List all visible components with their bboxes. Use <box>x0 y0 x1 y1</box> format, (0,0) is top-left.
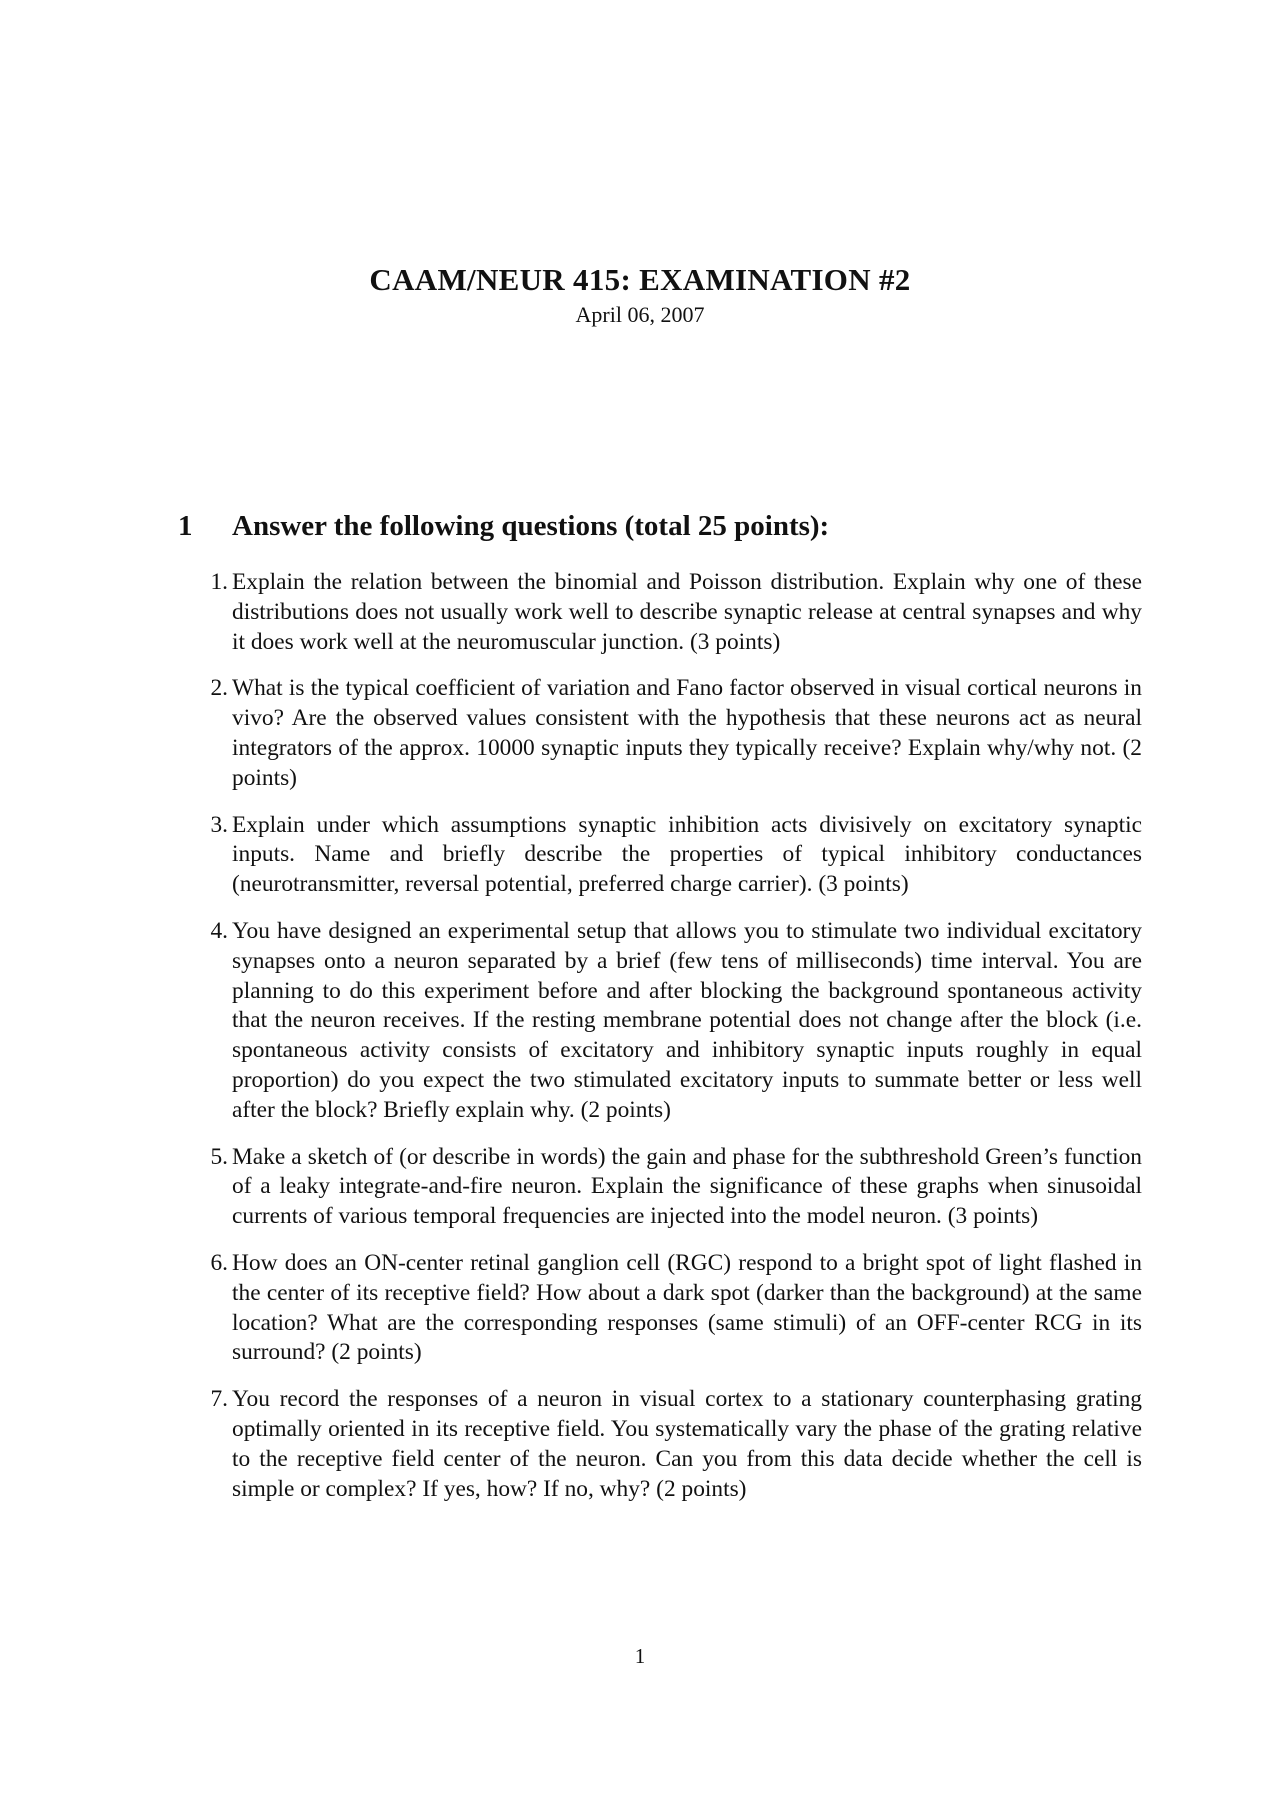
page-number: 1 <box>634 1644 646 1668</box>
question-item <box>210 674 1142 793</box>
question-text: Make a sketch of (or describe in words) the gain and phase for the subthreshold Green’s function of a leaky integrate-and-fire neuron. Explain the significance of these graphs when sinusoidal currents of various temporal frequencies are injected into the model neuron. (3 points) <box>232 1143 1142 1230</box>
question-item <box>210 1385 1142 1504</box>
question-item <box>210 1143 1142 1232</box>
question-number: 5. <box>210 1143 228 1170</box>
question-text: You record the responses of a neuron in visual cortex to a stationary counterphasing grating optimally oriented in its receptive field. You systematically vary the phase of the grating relative to the receptive field center of the neuron. Can you from this data decide whether the cell is simple or complex? If yes, how? If no, why? (2 points) <box>232 1386 1142 1502</box>
question-number: 3. <box>210 811 228 838</box>
question-text: Explain under which assumptions synaptic inhibition acts divisively on excitatory synaptic inputs. Name and briefly describe the properties of typical inhibitory conductances (neurotransmitter, reversal potential, preferred charge carrier). (3 points) <box>232 811 1142 898</box>
question-item <box>210 568 1142 657</box>
question-number: 7. <box>210 1386 228 1413</box>
section-heading-text: Answer the following questions (total 25 points): <box>232 510 830 542</box>
question-number: 2. <box>210 675 228 702</box>
question-text: Explain the relation between the binomial and Poisson distribution. Explain why one of these distributions does not usually work well to describe synaptic release at central synapses and why it does work well at the neuromuscular junction. (3 points) <box>232 569 1142 655</box>
question-text: You have designed an experimental setup that allows you to stimulate two individual excitatory synapses onto a neuron separated by a brief (few tens of milliseconds) time interval. You are planning to do this experiment before and after blocking the background spontaneous activity that the neuron receives. If the resting membrane potential does not change after the block (i.e. spontaneous activity consists of excitatory and inhibitory synaptic inputs roughly in equal proportion) do you expect the two stimulated excitatory inputs to summate better or less well after the block? Briefly explain why. (2 points) <box>232 917 1142 1123</box>
question-item <box>210 811 1142 900</box>
question-number: 6. <box>210 1249 228 1276</box>
question-text: How does an ON-center retinal ganglion cell (RGC) respond to a bright spot of light flashed in the center of its receptive field? How about a dark spot (darker than the background) at the same location? What are the corresponding responses (same stimuli) of an OFF-center RCG in its surround? (2 points) <box>232 1249 1142 1366</box>
question-text: What is the typical coefficient of variation and Fano factor observed in visual cortical neurons in vivo? Are the observed values consistent with the hypothesis that these neurons act as neural integrators of the approx. 10000 synaptic inputs they typically receive? Explain why/why not. (2 points) <box>232 675 1142 791</box>
question-item <box>210 1249 1142 1368</box>
question-number: 4. <box>210 917 228 944</box>
question-list <box>210 568 1142 1521</box>
section-heading <box>178 510 1178 543</box>
section-number: 1 <box>178 510 193 542</box>
exam-date: April 06, 2007 <box>575 302 705 327</box>
question-item <box>210 917 1142 1126</box>
question-number: 1. <box>210 569 228 595</box>
exam-title: CAAM/NEUR 415: EXAMINATION #2 <box>369 262 911 297</box>
